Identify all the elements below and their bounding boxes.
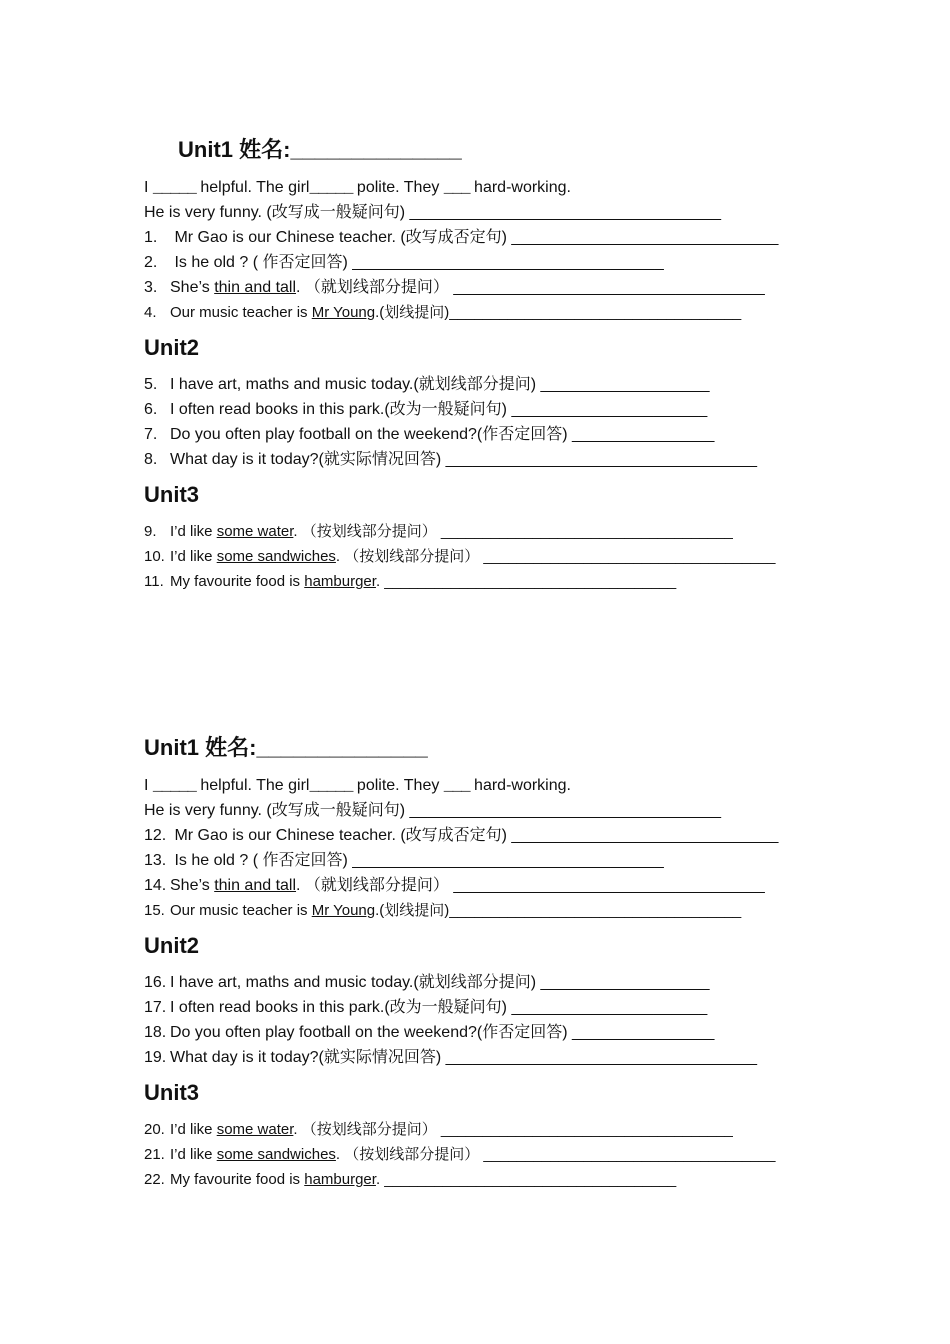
intro-text: helpful. The girl bbox=[195, 179, 310, 196]
question-item bbox=[144, 422, 824, 447]
question-number: 14. bbox=[144, 877, 167, 894]
question-number: 8. bbox=[144, 451, 158, 468]
question-text: Mr Gao is our Chinese teacher. (改写成否定句) ______________________________ bbox=[170, 827, 779, 844]
question-text: I’d like bbox=[170, 548, 217, 565]
question-item bbox=[144, 898, 824, 923]
fill-blank: _____ bbox=[152, 179, 196, 197]
worksheet-1 bbox=[144, 133, 824, 594]
name-blank: ______________ bbox=[256, 735, 428, 760]
question-item bbox=[144, 1142, 824, 1167]
question-item bbox=[144, 1020, 824, 1045]
unit3-heading: Unit3 bbox=[144, 482, 199, 507]
question-number: 17. bbox=[144, 999, 167, 1016]
fill-blank: ___ bbox=[443, 179, 470, 197]
underlined-phrase: some sandwiches bbox=[216, 1146, 336, 1163]
question-text: . （按划线部分提问） ___________________________________ bbox=[335, 1146, 776, 1163]
question-number: 18. bbox=[144, 1024, 167, 1041]
underlined-phrase: thin and tall bbox=[214, 279, 297, 296]
question-text: I often read books in this park.(改为一般疑问句) ______________________ bbox=[170, 999, 708, 1016]
question-item bbox=[144, 250, 824, 275]
question-item bbox=[144, 447, 824, 472]
question-text: Do you often play football on the weekend?(作否定回答) ________________ bbox=[170, 426, 715, 443]
question-text: Our music teacher is bbox=[170, 304, 312, 321]
question-text: My favourite food is bbox=[170, 573, 305, 590]
question-text: Is he old ? ( 作否定回答) ___________________________________ bbox=[170, 852, 664, 869]
question-text: I’d like bbox=[170, 1121, 217, 1138]
question-item bbox=[144, 873, 824, 898]
intro-line-1 bbox=[144, 175, 824, 200]
question-number: 7. bbox=[144, 426, 158, 443]
question-text: . ___________________________________ bbox=[375, 1171, 677, 1188]
underlined-phrase: some water bbox=[216, 1121, 294, 1138]
question-text: . ___________________________________ bbox=[375, 573, 677, 590]
question-text: I have art, maths and music today.(就划线部分提问) ___________________ bbox=[170, 974, 710, 991]
question-number: 12. bbox=[144, 827, 167, 844]
question-number: 10. bbox=[144, 548, 165, 565]
intro-text: hard-working. bbox=[469, 179, 571, 196]
question-text: She’s bbox=[170, 279, 215, 296]
question-number: 21. bbox=[144, 1146, 165, 1163]
intro-line-2: He is very funny. (改写成一般疑问句) ___________________________________ bbox=[144, 802, 721, 819]
question-text: .(划线提问)___________________________________ bbox=[375, 304, 742, 321]
question-text: What day is it today?(就实际情况回答) ___________________________________ bbox=[170, 1049, 758, 1066]
unit2-heading: Unit2 bbox=[144, 933, 199, 958]
question-text: . （就划线部分提问） ___________________________________ bbox=[296, 279, 765, 296]
question-number: 3. bbox=[144, 279, 158, 296]
underlined-phrase: thin and tall bbox=[214, 877, 297, 894]
question-item bbox=[144, 970, 824, 995]
intro-text: polite. They bbox=[352, 179, 444, 196]
question-item bbox=[144, 519, 824, 544]
question-item bbox=[144, 225, 824, 250]
question-item bbox=[144, 848, 824, 873]
underlined-phrase: hamburger bbox=[304, 573, 376, 590]
fill-blank: _____ bbox=[309, 179, 353, 197]
question-text: Is he old ? ( 作否定回答) ___________________________________ bbox=[170, 254, 664, 271]
intro-text: I bbox=[144, 777, 153, 794]
underlined-phrase: Mr Young bbox=[311, 902, 376, 919]
underlined-phrase: some water bbox=[216, 523, 294, 540]
name-blank: ______________ bbox=[290, 137, 462, 162]
question-text: I often read books in this park.(改为一般疑问句) ______________________ bbox=[170, 401, 708, 418]
question-number: 22. bbox=[144, 1171, 165, 1188]
fill-blank: _____ bbox=[152, 777, 196, 795]
question-text: Our music teacher is bbox=[170, 902, 312, 919]
question-item bbox=[144, 995, 824, 1020]
underlined-phrase: some sandwiches bbox=[216, 548, 336, 565]
question-number: 2. bbox=[144, 254, 158, 271]
question-text: . （按划线部分提问） ___________________________________ bbox=[293, 523, 733, 540]
question-text: . （就划线部分提问） ___________________________________ bbox=[296, 877, 765, 894]
worksheet-2 bbox=[144, 731, 824, 1192]
question-text: What day is it today?(就实际情况回答) ___________________________________ bbox=[170, 451, 758, 468]
question-text: Do you often play football on the weekend?(作否定回答) ________________ bbox=[170, 1024, 715, 1041]
question-number: 1. bbox=[144, 229, 158, 246]
question-number: 11. bbox=[144, 573, 164, 590]
question-item bbox=[144, 1117, 824, 1142]
question-item bbox=[144, 397, 824, 422]
title-text: Unit1 姓名: bbox=[178, 137, 291, 162]
question-number: 5. bbox=[144, 376, 158, 393]
question-text: I’d like bbox=[170, 1146, 217, 1163]
intro-text: helpful. The girl bbox=[195, 777, 310, 794]
question-number: 16. bbox=[144, 974, 167, 991]
question-text: .(划线提问)___________________________________ bbox=[375, 902, 742, 919]
intro-line-1 bbox=[144, 773, 824, 798]
intro-text: hard-working. bbox=[469, 777, 571, 794]
question-number: 4. bbox=[144, 304, 157, 321]
question-number: 9. bbox=[144, 523, 157, 540]
question-item bbox=[144, 275, 824, 300]
question-item bbox=[144, 372, 824, 397]
question-text: She’s bbox=[170, 877, 215, 894]
fill-blank: _____ bbox=[309, 777, 353, 795]
question-number: 6. bbox=[144, 401, 158, 418]
title-text: Unit1 姓名: bbox=[144, 735, 257, 760]
unit1-title bbox=[144, 133, 824, 167]
unit2-heading: Unit2 bbox=[144, 335, 199, 360]
question-text: My favourite food is bbox=[170, 1171, 305, 1188]
question-number: 15. bbox=[144, 902, 165, 919]
question-text: I have art, maths and music today.(就划线部分提问) ___________________ bbox=[170, 376, 710, 393]
unit3-heading: Unit3 bbox=[144, 1080, 199, 1105]
question-item bbox=[144, 1167, 824, 1192]
fill-blank: ___ bbox=[443, 777, 470, 795]
question-text: . （按划线部分提问） ___________________________________ bbox=[335, 548, 776, 565]
question-item bbox=[144, 1045, 824, 1070]
question-text: I’d like bbox=[170, 523, 217, 540]
underlined-phrase: hamburger bbox=[304, 1171, 376, 1188]
intro-text: polite. They bbox=[352, 777, 444, 794]
question-text: . （按划线部分提问） ___________________________________ bbox=[293, 1121, 733, 1138]
question-item bbox=[144, 544, 824, 569]
question-number: 13. bbox=[144, 852, 167, 869]
question-item bbox=[144, 823, 824, 848]
intro-line-2: He is very funny. (改写成一般疑问句) ___________________________________ bbox=[144, 204, 721, 221]
underlined-phrase: Mr Young bbox=[311, 304, 376, 321]
question-item bbox=[144, 569, 824, 594]
intro-text: I bbox=[144, 179, 153, 196]
question-item bbox=[144, 300, 824, 325]
question-number: 20. bbox=[144, 1121, 165, 1138]
question-text: Mr Gao is our Chinese teacher. (改写成否定句) ______________________________ bbox=[170, 229, 779, 246]
question-number: 19. bbox=[144, 1049, 167, 1066]
unit1-title bbox=[144, 731, 824, 765]
